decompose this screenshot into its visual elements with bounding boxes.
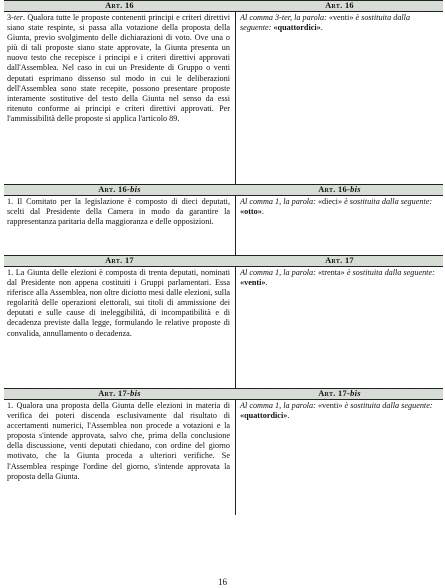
article-heading-right: Art. 17-bis [318, 389, 361, 398]
comparison-table [4, 0, 443, 515]
article-heading-left: Art. 17 [105, 256, 134, 265]
article-heading-left: Art. 16 [105, 1, 134, 10]
article-heading-right: Art. 17 [325, 256, 354, 265]
amendment-text: Al comma 1, la parola: «dieci» è sostituita dalla seguente: «otto». [240, 197, 433, 217]
current-text: 1. Il Comitato per la legislazione è composto di dieci deputati, scelti dal Presidente della Camera in modo da garantire la rappresentanza paritaria della maggioranza e delle opposizioni. [7, 197, 230, 227]
article-heading-left: Art. 17-bis [98, 389, 141, 398]
current-text: 3-ter. Qualora tutte le proposte contenenti principi e criteri direttivi siano state respinte, si passa alla votazione della proposta della Giunta, previo svolgimento delle dichiarazioni di voto. Ove una o più di tali proposte siano state approvate, la Giunta presenta un nuovo testo che recepisce i principi e i criteri direttivi approvati dall'Assemblea. Nel caso in cui un Presidente di Gruppo o venti deputati esprimano dissenso sul modo in cui le deliberazioni dell'Assemblea sono state recepite, possono presentare proposte interamente sostitutive del testo della Giunta nel senso da essi ritenuto conforme ai principi e criteri direttivi approvati. Per l'ammissibilità delle proposte si applica l'articolo 89. [7, 13, 230, 123]
article-heading-right: Art. 16 [325, 1, 354, 10]
article-heading-right: Art. 16-bis [318, 185, 361, 194]
amendment-text: Al comma 3-ter, la parola: «venti» è sostituita dalla seguente: «quattordici». [240, 13, 411, 33]
article-header [4, 388, 443, 400]
article-header [4, 184, 443, 196]
page-number: 16 [218, 577, 227, 587]
article-header [4, 0, 443, 12]
current-text: 1. Qualora una proposta della Giunta delle elezioni in materia di verifica dei poteri discenda esclusivamente dal risultato di accertamenti numerici, l'Assemblea non procede a votazioni e la proposta s'intende approvata, salvo che, prima della conclusione della discussione, venti deputati chiedano, con ordine del giorno motivato, che la Giunta proceda a ulteriori verifiche. Se l'Assemblea respinge l'ordine del giorno, s'intende approvata la proposta della Giunta. [7, 401, 230, 481]
article-heading-left: Art. 16-bis [98, 185, 141, 194]
article-header [4, 255, 443, 267]
amendment-text: Al comma 1, la parola: «venti» è sostituita dalla seguente: «quattordici». [240, 401, 433, 421]
current-text: 1. La Giunta delle elezioni è composta di trenta deputati, nominati dal Presidente non appena costituiti i Gruppi parlamentari. Essa riferisce alla Assemblea, non oltre diciotto mesi dalle elezioni, sulla regolarità delle operazioni elettorali, sui titoli di ammissione dei deputati e sulle cause di ineleggibilità, di incompatibilità e di decadenza previste dalla legge, formulando le relative proposte di convalida, annullamento o decadenza. [7, 268, 230, 338]
amendment-text: Al comma 1, la parola: «trenta» è sostituita dalla seguente: «venti». [240, 268, 435, 288]
